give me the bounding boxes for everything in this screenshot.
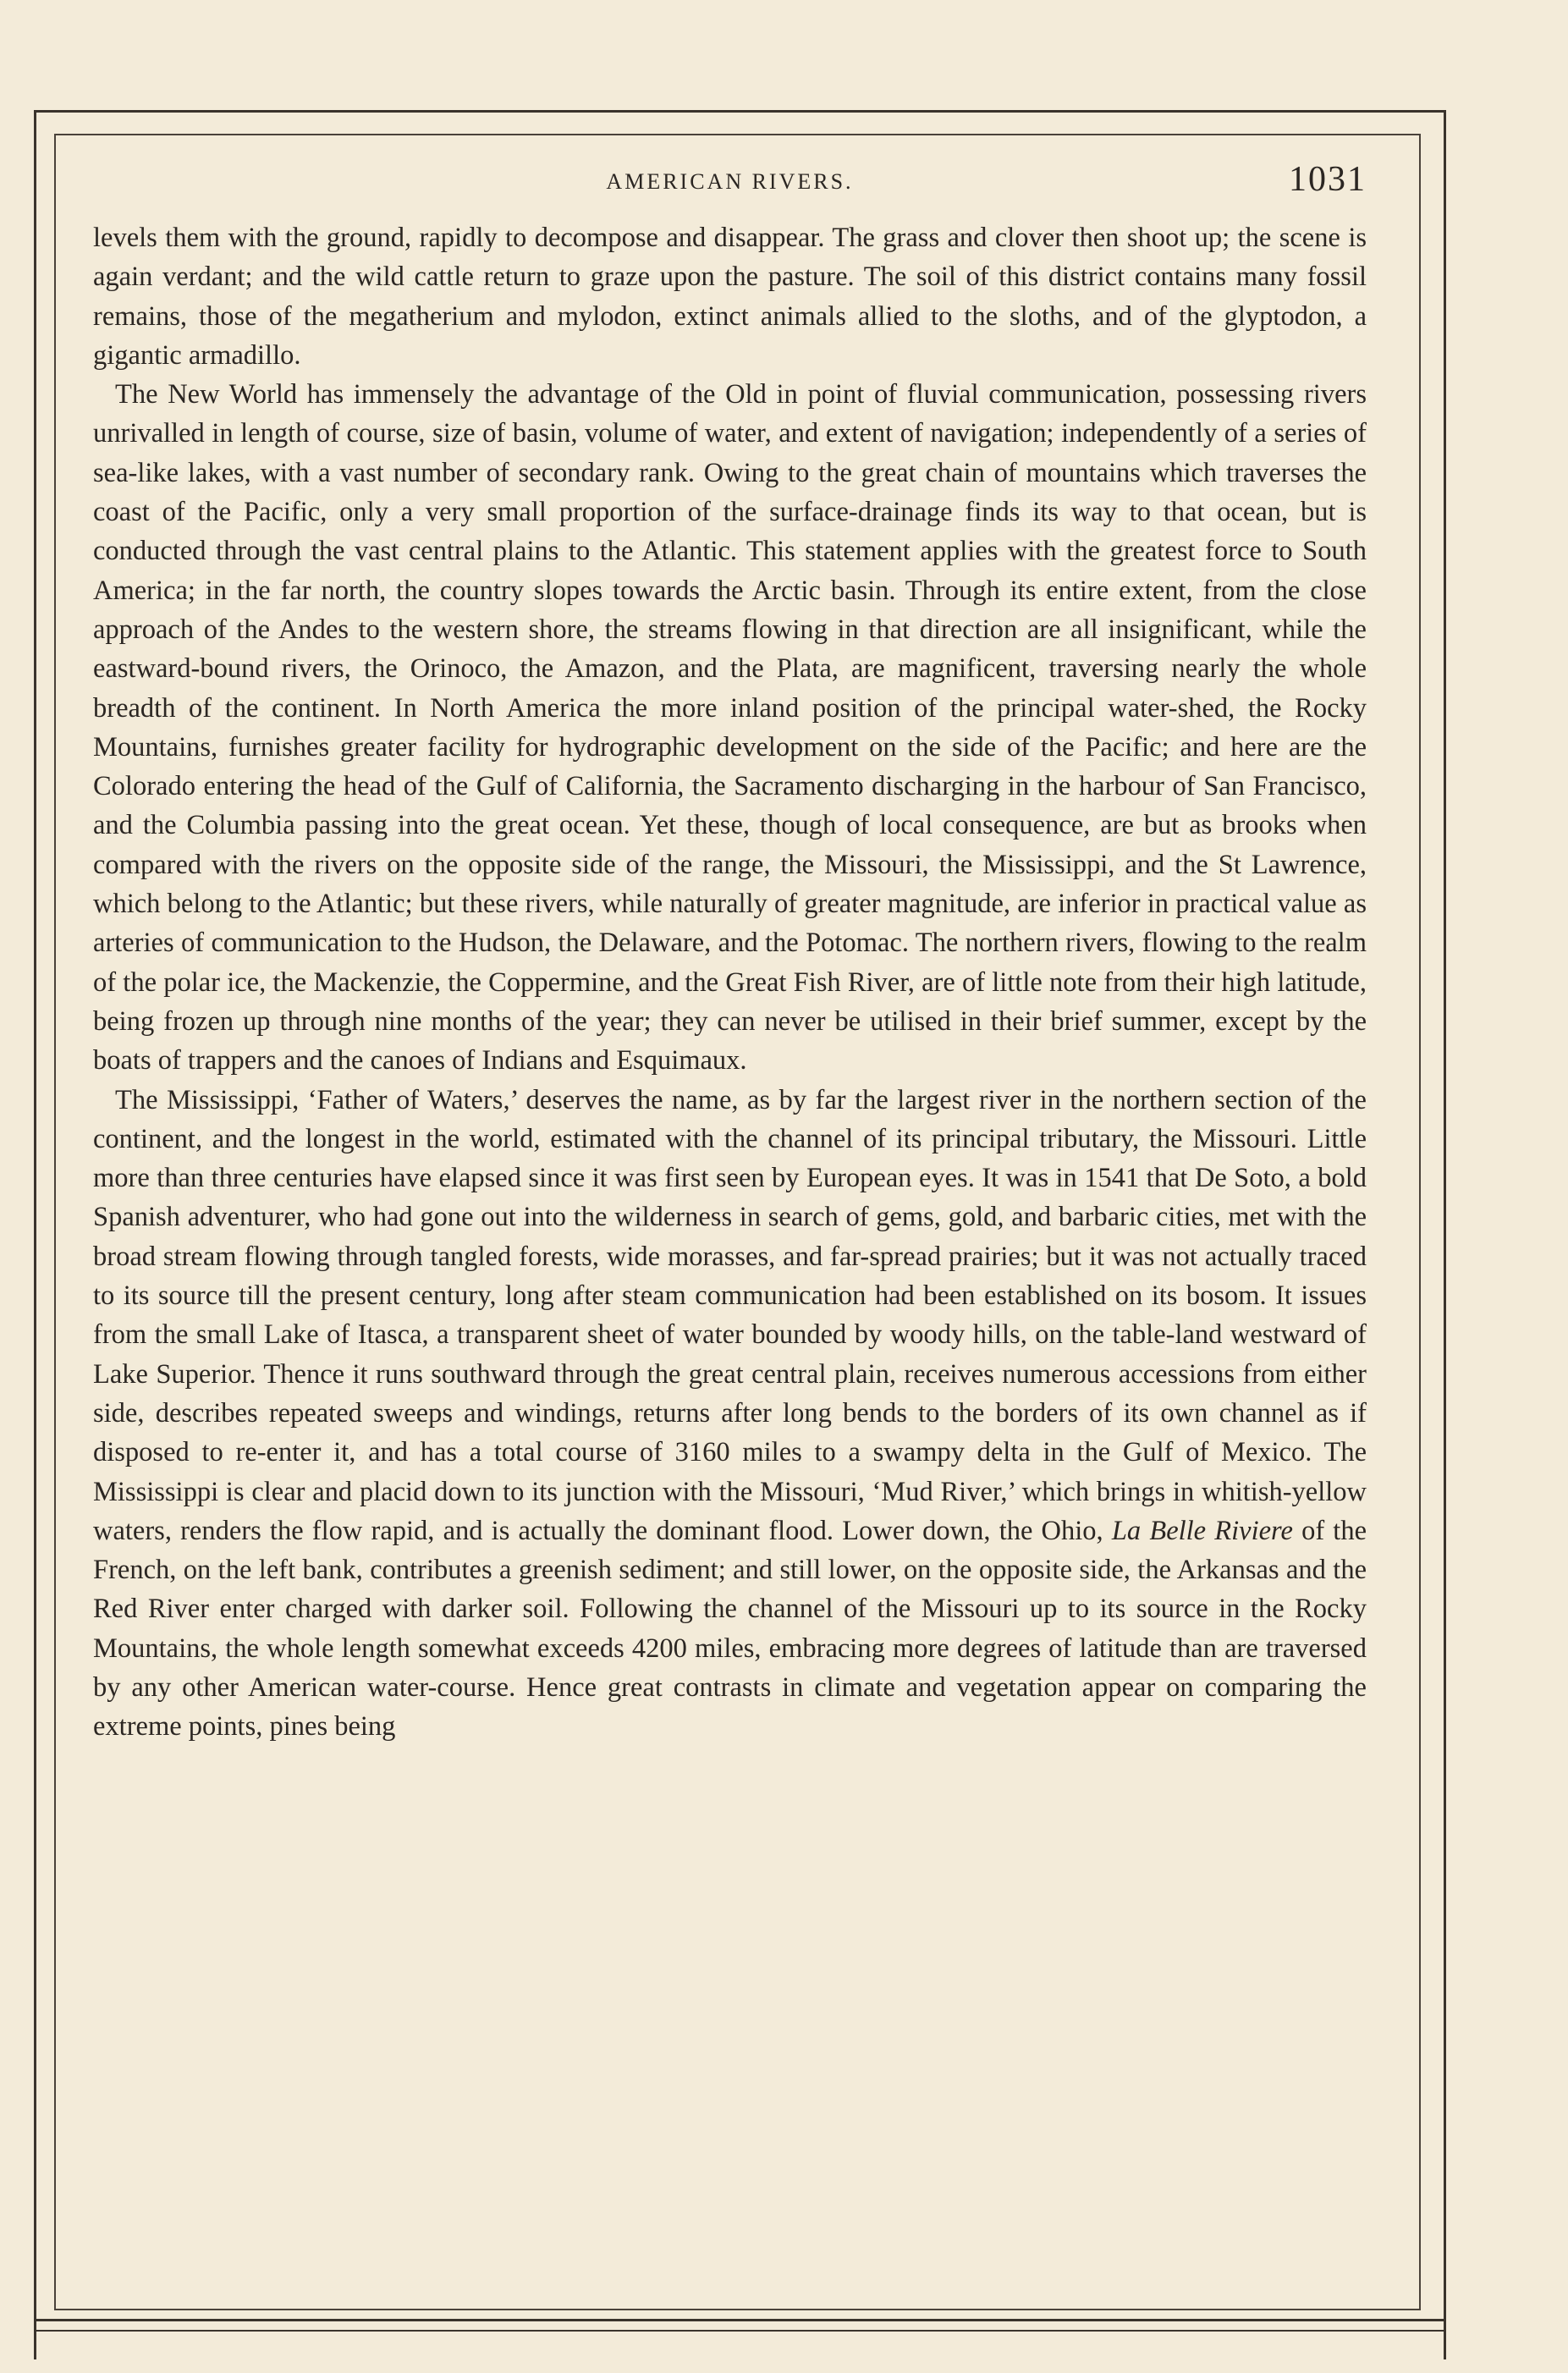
page-number: 1031 xyxy=(1289,160,1367,199)
paragraph-3-text-before: The Mississippi, ‘Father of Waters,’ deserves the name, as by far the largest river in the northern section of the continent, and the longest in the world, estimated with the channel of its principal tributary, the Missouri. Little more than three centuries have elapsed since it was first seen by European eyes. It was in 1541 that De Soto, a bold Spanish adventurer, who had gone out into the wilderness in search of gems, gold, and barbaric cities, met with the broad stream flowing through tangled forests, wide morasses, and far-spread prairies; but it was not actually traced to its source till the present century, long after steam communication had been established on its bosom. It issues from the small Lake of Itasca, a transparent sheet of water bounded by woody hills, on the table-land westward of Lake Superior. Thence it runs southward through the great central plain, receives numerous accessions from either side, describes repeated sweeps and windings, returns after long bends to the borders of its own channel as if disposed to re-enter it, and has a total course of 3160 miles to a swampy delta in the Gulf of Mexico. The Mississippi is clear and placid down to its junction with the Missouri, ‘Mud River,’ which brings in whitish-yellow waters, renders the flow rapid, and is actually the dominant flood. Lower down, the Ohio, xyxy=(93,1084,1367,1546)
paragraph-3-emphasis: La Belle Riviere xyxy=(1111,1515,1293,1546)
paragraph-1: levels them with the ground, rapidly to decompose and disappear. The grass and clover then shoot up; the scene is again verdant; and the wild cattle return to graze upon the pasture. The soil of this district contains many fossil remains, those of the megatherium and mylodon, extinct animals allied to the sloths, and of the glyptodon, a gigantic armadillo. xyxy=(93,223,1367,371)
page-header xyxy=(93,154,1367,205)
page-border-bottom-rule xyxy=(34,2319,1445,2321)
paragraph-3 xyxy=(93,1081,1367,1747)
body-text xyxy=(93,218,1367,1747)
page-border-bottom-rule-double xyxy=(34,2330,1445,2332)
paragraph-2: The New World has immensely the advantage of the Old in point of fluvial communication, possessing rivers unrivalled in length of course, size of basin, volume of water, and extent of navigation; independently of a series of sea-like lakes, with a vast number of secondary rank. Owing to the great chain of mountains which traverses the coast of the Pacific, only a very small proportion of the surface-drainage finds its way to that ocean, but is conducted through the vast central plains to the Atlantic. This statement applies with the greatest force to South America; in the far north, the country slopes towards the Arctic basin. Through its entire extent, from the close approach of the Andes to the western shore, the streams flowing in that direction are all insignificant, while the eastward-bound rivers, the Orinoco, the Amazon, and the Plata, are magnificent, traversing nearly the whole breadth of the continent. In North America the more inland position of the principal water-shed, the Rocky Mountains, furnishes greater facility for hydrographic development on the side of the Pacific; and here are the Colorado entering the head of the Gulf of California, the Sacramento discharging in the harbour of San Francisco, and the Columbia passing into the great ocean. Yet these, though of local consequence, are but as brooks when compared with the rivers on the opposite side of the range, the Missouri, the Mississippi, and the St Lawrence, which belong to the Atlantic; but these rivers, while naturally of greater magnitude, are inferior in practical value as arteries of communication to the Hudson, the Delaware, and the Potomac. The northern rivers, flowing to the realm of the polar ice, the Mackenzie, the Coppermine, and the Great Fish River, are of little note from their high latitude, being frozen up through nine months of the year; they can never be utilised in their brief summer, except by the boats of trappers and the canoes of Indians and Esquimaux. xyxy=(93,379,1367,1076)
running-title: AMERICAN RIVERS. xyxy=(606,169,854,194)
paragraph-3-text-after: of the French, on the left bank, contributes a greenish sediment; and still lower, on the opposite side, the Arkansas and the Red River enter charged with darker soil. Following the channel of the Missouri up to its source in the Rocky Mountains, the whole length somewhat exceeds 4200 miles, embracing more degrees of latitude than are traversed by any other American water-course. Hence great contrasts in climate and vegetation appear on comparing the extreme points, pines being xyxy=(93,1515,1367,1743)
